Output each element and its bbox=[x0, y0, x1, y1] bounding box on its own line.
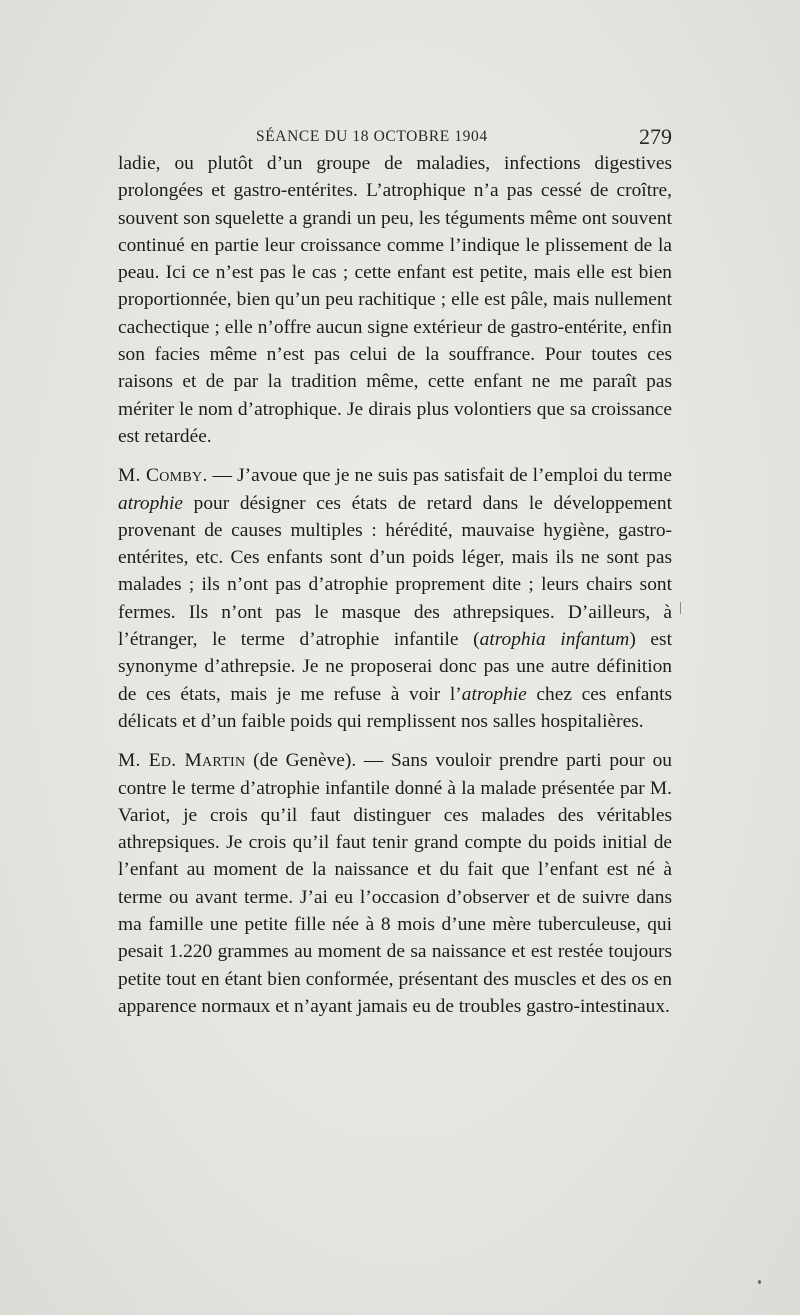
paragraph-text: (de Genève). — Sans vouloir prendre parti pour ou contre le terme d’atrophie infantile donné à la malade présentée par M. Variot, je crois qu’il faut distinguer ces malades des véritables athrepsiques. Je crois qu’il faut tenir grand compte du poids initial de l’enfant au moment de la naissance et du fait que l’enfant est né à terme ou avant terme. J’ai eu l’occasion d’observer et de suivre dans ma famille une petite fille née à 8 mois d’une mère tuberculeuse, qui pesait 1.220 grammes au moment de sa naissance et est restée toujours petite tout en étant bien conformée, présentant des muscles et des os en apparence normaux et n’ayant jamais eu de troubles gastro-intestinaux. bbox=[118, 750, 672, 1017]
paper-speck bbox=[758, 1280, 761, 1284]
paragraph-text: pour désigner ces états de retard dans le développement provenant de causes multiples : hérédité, mauvaise hygiène, gastro-entérites, etc. Ces enfants sont d’un poids léger, mais ils ne sont pas malades ; ils n’ont pas d’atrophie proprement dite ; leurs chairs sont fermes. Ils n’ont pas le masque des athrepsiques. D’ailleurs, à l’étranger, le terme d’atrophie infantile ( bbox=[118, 492, 672, 651]
page-number: 279 bbox=[639, 124, 672, 149]
paper-speck bbox=[680, 602, 681, 614]
paragraph-text: — J’avoue que je ne suis pas satisfait de l’emploi du terme bbox=[207, 465, 672, 487]
paragraph-text: chez ces enfants délicats et d’un faible poids qui remplissent nos salles hospitalières. bbox=[118, 683, 672, 732]
paragraph-text: ) est synonyme d’athrepsie. Je ne proposerai donc pas une autre définition de ces états, mais je me refuse à voir l’ bbox=[118, 629, 672, 705]
paragraph-martin bbox=[118, 747, 672, 1020]
body-text bbox=[118, 150, 672, 1020]
paragraph-comby bbox=[118, 462, 672, 735]
speaker-name: M. Ed. Martin bbox=[118, 750, 246, 772]
italic-term: atrophie bbox=[118, 492, 183, 514]
speaker-name: M. Comby. bbox=[118, 465, 208, 487]
italic-term: atrophie bbox=[461, 683, 527, 705]
running-title: SÉANCE DU 18 OCTOBRE 1904 bbox=[256, 128, 488, 145]
italic-term: atrophia infantum bbox=[479, 629, 630, 651]
paragraph-text: ladie, ou plutôt d’un groupe de maladies, infections digestives prolongées et gastro-entérites. L’atrophique n’a pas cessé de croître, souvent son squelette a grandi un peu, les téguments même ont souvent continué en partie leur croissance comme l’indique le plissement de la peau. Ici ce n’est pas le cas ; cette enfant est petite, mais elle est bien proportionnée, bien qu’un peu rachitique ; elle est pâle, mais nullement cachectique ; elle n’offre aucun signe extérieur de gastro-entérite, enfin son facies même n’est pas celui de la souffrance. Pour toutes ces raisons et de par la tradition même, cette enfant ne me paraît pas mériter le nom d’atrophique. Je dirais plus volontiers que sa croissance est retardée. bbox=[118, 153, 672, 447]
paragraph-continuation bbox=[118, 150, 672, 450]
